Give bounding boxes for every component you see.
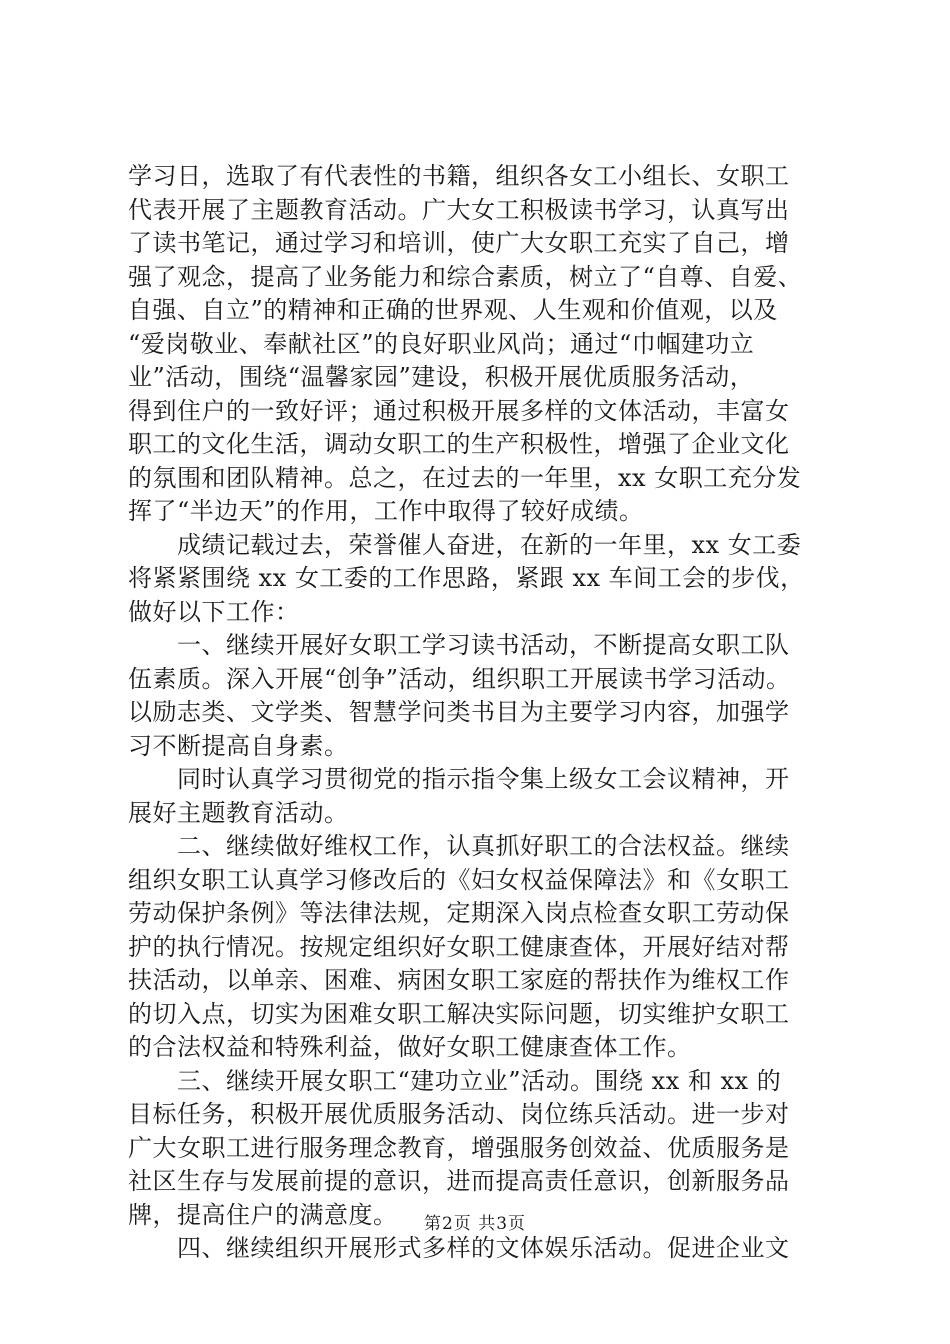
text-line: 的氛围和团队精神。总之，在过去的一年里，xx 女职工充分发 [128, 463, 802, 492]
text-line: 将紧紧围绕 xx 女工委的工作思路，紧跟 xx 车间工会的步伐， [128, 564, 805, 592]
text-line: 的合法权益和特殊利益，做好女职工健康查体工作。 [128, 1033, 692, 1061]
text-line: 社区生存与发展前提的意识，进而提高责任意识，创新服务品 [128, 1167, 790, 1195]
text-line: 目标任务，积极开展优质服务活动、岗位练兵活动。进一步对 [128, 1100, 790, 1128]
text-line: 二、继续做好维权工作，认真抓好职工的合法权益。继续 [128, 832, 790, 860]
text-line: 成绩记载过去，荣誉催人奋进，在新的一年里，xx 女工委 [128, 530, 802, 559]
text-line: 代表开展了主题教育活动。广大女工积极读书学习，认真写出 [128, 195, 790, 224]
text-line: 广大女职工进行服务理念教育，增强服务创效益、优质服务是 [128, 1133, 790, 1162]
text-line: 伍素质。深入开展“创争”活动，组织职工开展读书学习活动。 [128, 664, 791, 693]
text-line: 四、继续组织开展形式多样的文体娱乐活动。促进企业文 [128, 1234, 790, 1262]
text-line: 劳动保护条例》等法律法规，定期深入岗点检查女职工劳动保 [128, 899, 790, 927]
text-line: 自强、自立”的精神和正确的世界观、人生观和价值观，以及 [128, 296, 778, 324]
page-footer [0, 1212, 950, 1236]
text-line: 挥了“半边天”的作用，工作中取得了较好成绩。 [128, 497, 644, 525]
text-line: 三、继续开展女职工“建功立业”活动。围绕 xx 和 xx 的 [128, 1066, 782, 1095]
text-line: 习不断提高自身素。 [128, 731, 349, 760]
text-line: 职工的文化生活，调动女职工的生产积极性，增强了企业文化 [128, 430, 790, 458]
text-line: 扶活动，以单亲、困难、病困女职工家庭的帮扶作为维权工作 [128, 966, 790, 994]
text-line: 同时认真学习贯彻党的指示指令集上级女工会议精神，开 [128, 765, 790, 793]
body-text [128, 160, 848, 1266]
text-line: 学习日，选取了有代表性的书籍，组织各女工小组长、女职工 [128, 162, 790, 190]
text-line: 一、继续开展好女职工学习读书活动，不断提高女职工队 [128, 631, 790, 659]
text-line: 做好以下工作： [128, 597, 300, 626]
text-line: 组织女职工认真学习修改后的《妇女权益保障法》和《女职工 [128, 865, 790, 894]
text-line: 强了观念，提高了业务能力和综合素质，树立了“自尊、自爱、 [128, 262, 803, 291]
text-line: 以励志类、文学类、智慧学问类书目为主要学习内容，加强学 [128, 698, 790, 726]
text-line: 得到住户的一致好评；通过积极开展多样的文体活动，丰富女 [128, 396, 790, 425]
text-line: 牌，提高住户的满意度。 [128, 1200, 398, 1229]
text-line: “爱岗敬业、奉献社区”的良好职业风尚；通过“巾帼建功立 [128, 329, 755, 358]
text-line: 了读书笔记，通过学习和培训，使广大女职工充实了自己，增 [128, 229, 790, 257]
text-line: 的切入点，切实为困难女职工解决实际问题，切实维护女职工 [128, 999, 790, 1028]
text-line: 护的执行情况。按规定组织好女职工健康查体，开展好结对帮 [128, 932, 790, 961]
text-line: 业”活动，围绕“温馨家园”建设，积极开展优质服务活动， [128, 363, 755, 391]
text-line: 展好主题教育活动。 [128, 798, 349, 827]
page-number-label: 第2页 共3页 [423, 1214, 527, 1234]
